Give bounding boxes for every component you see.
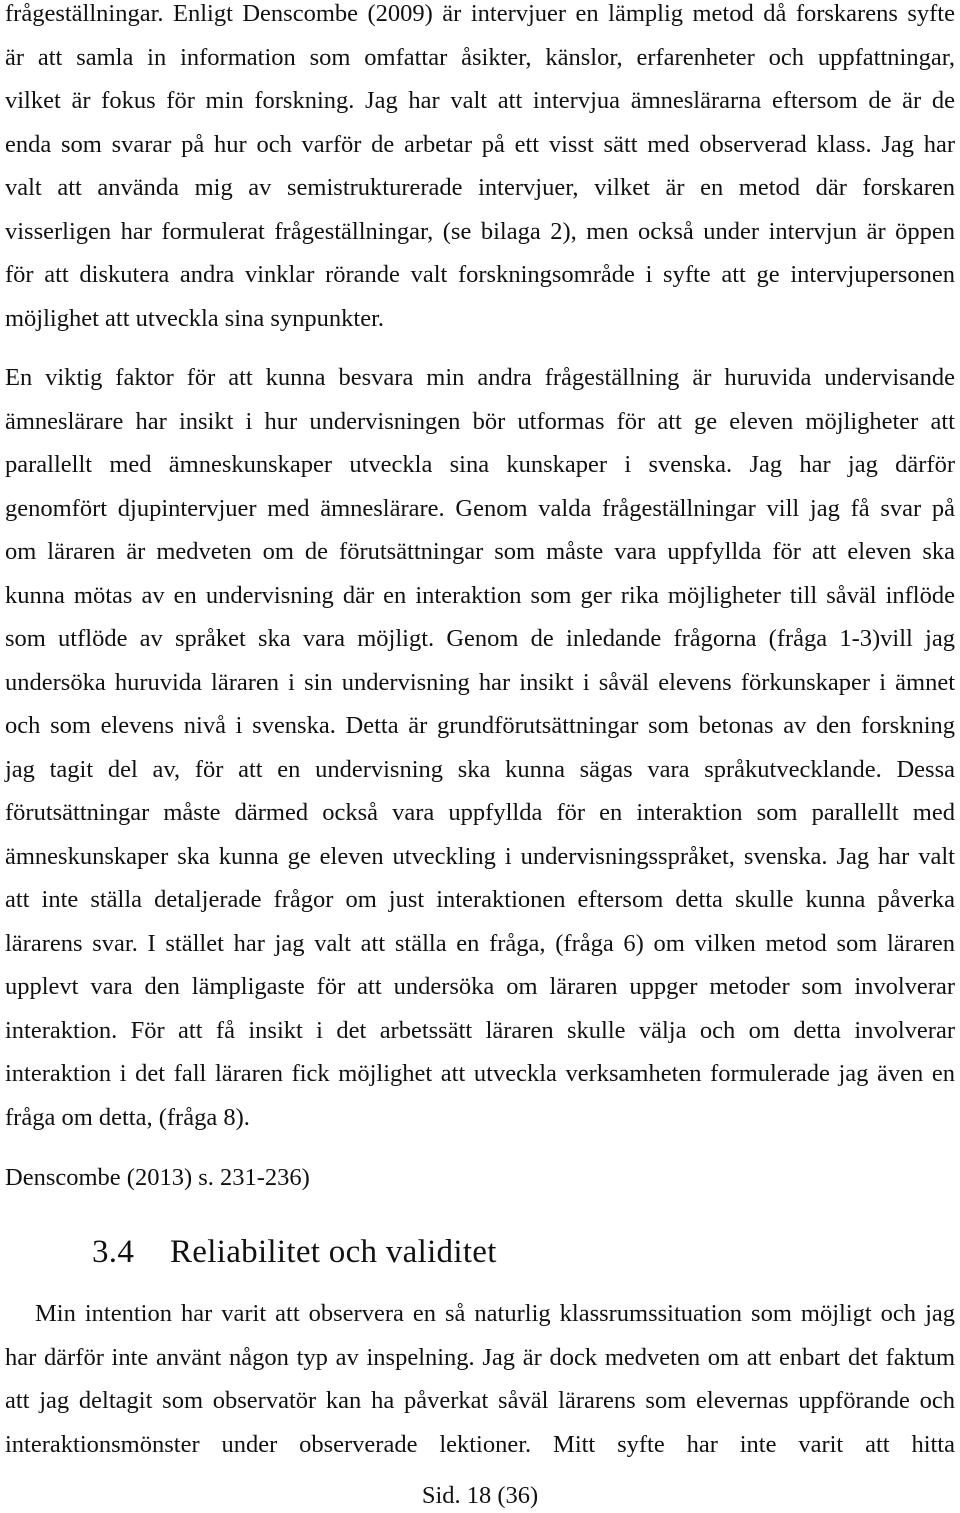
text-line: interaktion i det fall läraren fick möjlighet att utveckla verksamheten formulerade jag även en	[5, 1060, 955, 1087]
text-line: visserligen har formulerat frågeställningar, (se bilaga 2), men också under intervjun är öppen	[5, 217, 955, 245]
paragraph	[5, 0, 955, 340]
text-line: vilket är fokus för min forskning. Jag har valt att intervjua ämneslärarna eftersom de är de	[5, 87, 955, 114]
text-line: förutsättningar måste därmed också vara uppfyllda för en interaktion som parallellt med	[5, 799, 955, 826]
citation-text: Denscombe (2013) s. 231-236)	[5, 1164, 310, 1191]
text-line: En viktig faktor för att kunna besvara min andra frågeställning är huruvida undervisande	[5, 364, 955, 391]
section-number: 3.4	[92, 1234, 135, 1270]
text-line: ämneslärare har insikt i hur undervisningen bör utformas för att ge eleven möjligheter att	[5, 407, 955, 435]
text-line: kunna mötas av en undervisning där en interaktion som ger rika möjligheter till såväl inflöde	[5, 581, 955, 609]
text-line: fråga om detta, (fråga 8).	[5, 1103, 250, 1131]
text-line: som utflöde av språket ska vara möjligt. Genom de inledande frågorna (fråga 1-3)vill jag	[5, 625, 955, 652]
text-line: Min intention har varit att observera en så naturlig klassrumssituation som möjligt och jag	[35, 1300, 955, 1327]
text-line: parallellt med ämneskunskaper utveckla sina kunskaper i svenska. Jag har jag därför	[5, 451, 955, 478]
text-line: undersöka huruvida läraren i sin undervisning har insikt i såväl elevens förkunskaper i ämnet	[5, 668, 955, 696]
paragraph	[5, 356, 955, 1139]
text-line: för att diskutera andra vinklar rörande valt forskningsområde i syfte att ge intervjupersonen	[5, 261, 955, 288]
text-line: är att samla in information som omfattar åsikter, känslor, erfarenheter och uppfattningar,	[5, 43, 955, 71]
text-line: upplevt vara den lämpligaste för att undersöka om läraren uppger metoder som involverar	[5, 973, 955, 1000]
text-line: genomfört djupintervjuer med ämneslärare. Genom valda frågeställningar vill jag få svar på	[5, 494, 955, 522]
text-line: jag tagit del av, för att en undervisning ska kunna sägas vara språkutvecklande. Dessa	[5, 755, 955, 783]
citation	[5, 1156, 955, 1200]
text-line: frågeställningar. Enligt Denscombe (2009) är intervjuer en lämplig metod då forskarens syfte	[5, 0, 955, 27]
text-line: möjlighet att utveckla sina synpunkter.	[5, 304, 384, 332]
text-line: har därför inte använt någon typ av inspelning. Jag är dock medveten om att enbart det faktum	[5, 1343, 955, 1371]
text-line: interaktion. För att få insikt i det arbetssätt läraren skulle välja och om detta involverar	[5, 1016, 955, 1044]
section-heading	[92, 1232, 497, 1272]
text-line: valt att använda mig av semistrukturerade intervjuer, vilket är en metod där forskaren	[5, 174, 955, 201]
section-title: Reliabilitet och validitet	[170, 1234, 497, 1270]
text-line: ämneskunskaper ska kunna ge eleven utveckling i undervisningsspråket, svenska. Jag har valt	[5, 842, 955, 870]
page-number: Sid. 18 (36)	[421, 1482, 539, 1509]
text-line: att inte ställa detaljerade frågor om just interaktionen eftersom detta skulle kunna påverka	[5, 886, 955, 913]
text-line: att jag deltagit som observatör kan ha påverkat såväl lärarens som elevernas uppförande och	[5, 1387, 955, 1414]
text-line: enda som svarar på hur och varför de arbetar på ett visst sätt med observerad klass. Jag har	[5, 130, 955, 158]
text-line: lärarens svar. I stället har jag valt att ställa en fråga, (fråga 6) om vilken metod som läraren	[5, 929, 955, 957]
text-line: interaktionsmönster under observerade lektioner. Mitt syfte har inte varit att hitta	[5, 1430, 955, 1458]
text-line: och som elevens nivå i svenska. Detta är grundförutsättningar som betonas av den forskning	[5, 712, 955, 739]
text-line: om läraren är medveten om de förutsättningar som måste vara uppfyllda för att eleven ska	[5, 538, 955, 565]
paragraph	[5, 1292, 955, 1466]
